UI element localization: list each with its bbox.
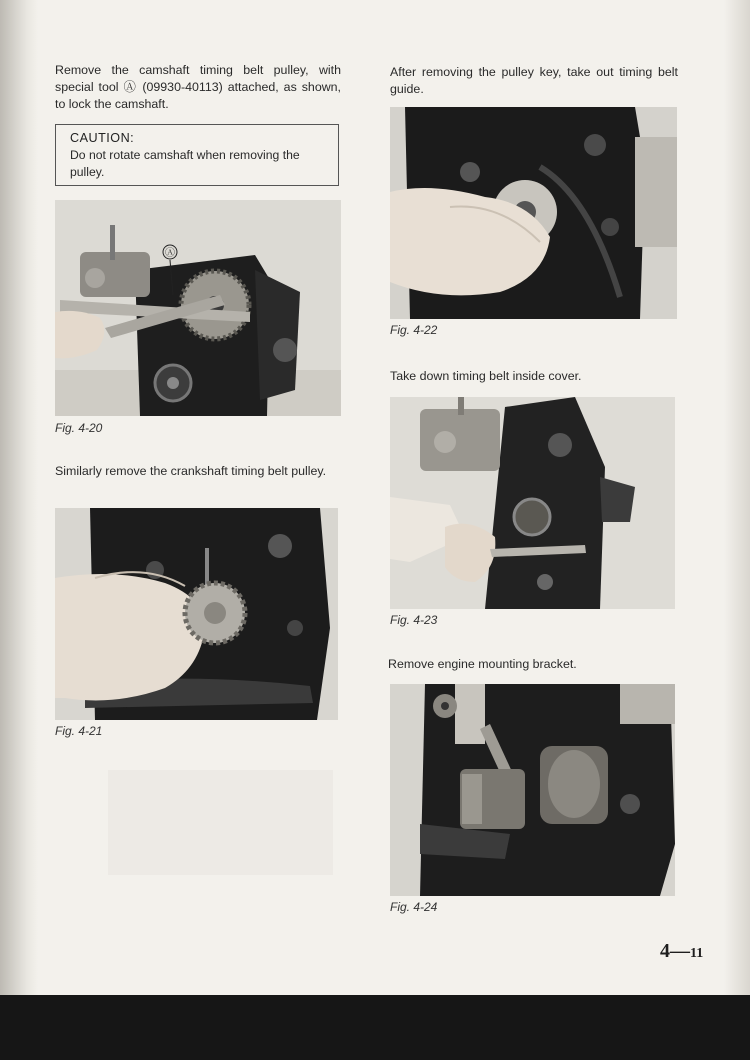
caution-title: CAUTION: xyxy=(70,131,135,145)
caution-box xyxy=(55,124,339,186)
pulley-key-instruction: After removing the pulley key, take out timing belt guide. xyxy=(390,65,678,96)
caution-text: Do not rotate camshaft when removing the pulley. xyxy=(70,148,300,179)
inside-cover-instruction: Take down timing belt inside cover. xyxy=(390,369,582,383)
bleed-through-shadow xyxy=(108,770,333,875)
figure-4-20-callout-label: Ⓐ xyxy=(165,248,175,259)
figure-4-23-caption: Fig. 4-23 xyxy=(390,613,438,627)
figure-4-21-photo xyxy=(55,508,338,720)
figure-4-23-photo xyxy=(390,397,675,609)
figure-4-21-caption: Fig. 4-21 xyxy=(55,724,103,738)
crankshaft-pulley-instruction: Similarly remove the crankshaft timing belt pulley. xyxy=(55,464,327,478)
page-number xyxy=(660,940,703,963)
figure-4-24-caption: Fig. 4-24 xyxy=(390,900,438,914)
figure-4-22-caption: Fig. 4-22 xyxy=(390,323,438,337)
camshaft-pulley-instruction: Remove the camshaft timing belt pulley, with special tool Ⓐ (09930-40113) attached, as shown, to lock the camshaft. xyxy=(55,63,341,111)
page-number-section: 4 xyxy=(660,940,670,962)
figure-4-20-caption: Fig. 4-20 xyxy=(55,421,103,435)
page-number-page: 11 xyxy=(690,946,704,961)
page-number-dash: — xyxy=(670,940,690,962)
figure-4-22-photo xyxy=(390,107,677,319)
figure-4-24-photo xyxy=(390,684,675,896)
mounting-bracket-instruction: Remove engine mounting bracket. xyxy=(388,657,577,671)
figure-4-20-photo xyxy=(55,200,341,416)
